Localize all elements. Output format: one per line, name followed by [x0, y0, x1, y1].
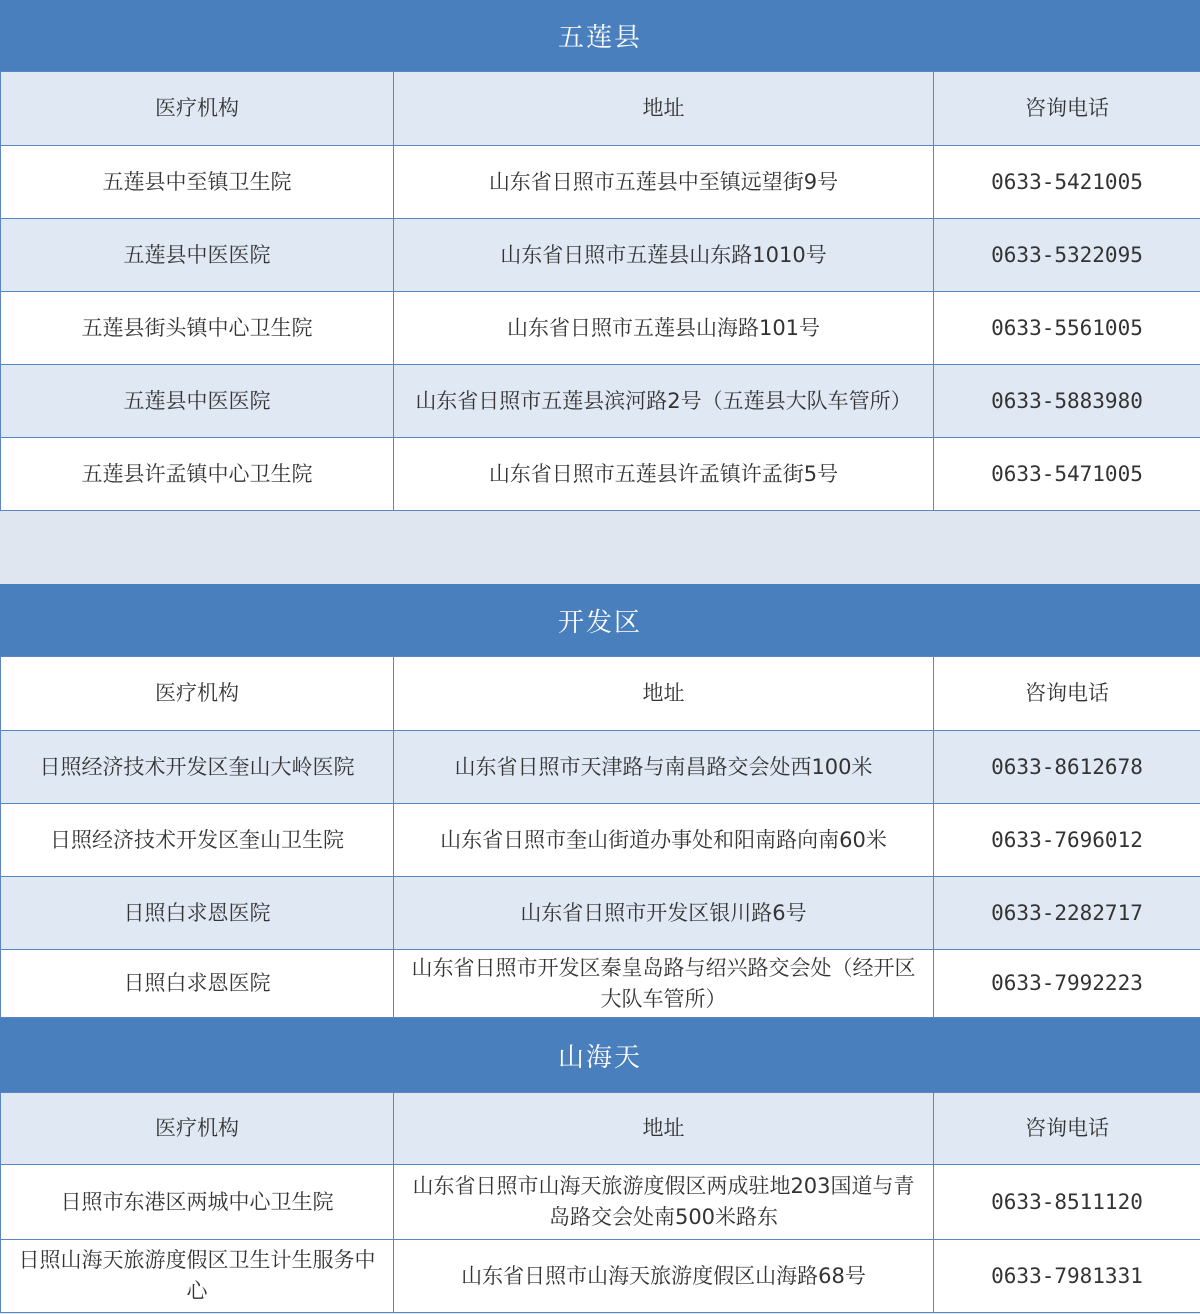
- table-row: [1, 1240, 1200, 1313]
- table-row: [1, 146, 1200, 219]
- institution-address: 山东省日照市五莲县滨河路2号（五莲县大队车管所）: [394, 365, 934, 438]
- institution-name: 五莲县街头镇中心卫生院: [1, 292, 394, 365]
- institution-phone: 0633-5421005: [934, 146, 1200, 219]
- institution-phone: 0633-5561005: [934, 292, 1200, 365]
- column-header-phone: 咨询电话: [934, 657, 1200, 731]
- institution-name: 五莲县许孟镇中心卫生院: [1, 438, 394, 511]
- section-wulian: [0, 0, 1200, 511]
- section-development-zone: [0, 584, 1200, 1018]
- table-row: [1, 804, 1200, 877]
- institution-name: 日照经济技术开发区奎山大岭医院: [1, 731, 394, 804]
- institution-name: 五莲县中医医院: [1, 365, 394, 438]
- table-header-row: [1, 1093, 1200, 1165]
- institution-name: 日照山海天旅游度假区卫生计生服务中心: [1, 1240, 394, 1313]
- institution-phone: 0633-7981331: [934, 1240, 1200, 1313]
- column-header-phone: 咨询电话: [934, 1093, 1200, 1165]
- table-header-row: [1, 657, 1200, 731]
- column-header-address: 地址: [394, 657, 934, 731]
- column-header-institution: 医疗机构: [1, 657, 394, 731]
- institution-address: 山东省日照市开发区秦皇岛路与绍兴路交会处（经开区大队车管所）: [394, 950, 934, 1018]
- institution-phone: 0633-8511120: [934, 1165, 1200, 1240]
- institution-name: 五莲县中医医院: [1, 219, 394, 292]
- table-row: [1, 438, 1200, 511]
- section-title: 开发区: [0, 584, 1200, 656]
- hospital-table: [0, 656, 1200, 1018]
- table-row: [1, 731, 1200, 804]
- institution-name: 日照经济技术开发区奎山卫生院: [1, 804, 394, 877]
- institution-address: 山东省日照市奎山街道办事处和阳南路向南60米: [394, 804, 934, 877]
- column-header-institution: 医疗机构: [1, 1093, 394, 1165]
- column-header-address: 地址: [394, 72, 934, 146]
- institution-address: 山东省日照市山海天旅游度假区山海路68号: [394, 1240, 934, 1313]
- section-title: 五莲县: [0, 0, 1200, 71]
- section-shanhaitian: [0, 1018, 1200, 1313]
- institution-address: 山东省日照市开发区银川路6号: [394, 877, 934, 950]
- table-header-row: [1, 72, 1200, 146]
- table-row: [1, 950, 1200, 1018]
- institution-address: 山东省日照市五莲县山东路1010号: [394, 219, 934, 292]
- institution-phone: 0633-7992223: [934, 950, 1200, 1018]
- institution-phone: 0633-5322095: [934, 219, 1200, 292]
- institution-address: 山东省日照市五莲县许孟镇许孟街5号: [394, 438, 934, 511]
- institution-address: 山东省日照市山海天旅游度假区两成驻地203国道与青岛路交会处南500米路东: [394, 1165, 934, 1240]
- institution-name: 日照白求恩医院: [1, 877, 394, 950]
- institution-phone: 0633-2282717: [934, 877, 1200, 950]
- hospital-table: [0, 1092, 1200, 1313]
- table-row: [1, 292, 1200, 365]
- institution-name: 日照市东港区两城中心卫生院: [1, 1165, 394, 1240]
- institution-address: 山东省日照市五莲县中至镇远望街9号: [394, 146, 934, 219]
- institution-name: 五莲县中至镇卫生院: [1, 146, 394, 219]
- institution-address: 山东省日照市五莲县山海路101号: [394, 292, 934, 365]
- table-row: [1, 1165, 1200, 1240]
- column-header-address: 地址: [394, 1093, 934, 1165]
- institution-name: 日照白求恩医院: [1, 950, 394, 1018]
- table-row: [1, 219, 1200, 292]
- table-row: [1, 877, 1200, 950]
- section-title: 山海天: [0, 1018, 1200, 1092]
- institution-phone: 0633-7696012: [934, 804, 1200, 877]
- column-header-institution: 医疗机构: [1, 72, 394, 146]
- table-row: [1, 365, 1200, 438]
- institution-phone: 0633-5471005: [934, 438, 1200, 511]
- hospital-table: [0, 71, 1200, 511]
- institution-address: 山东省日照市天津路与南昌路交会处西100米: [394, 731, 934, 804]
- column-header-phone: 咨询电话: [934, 72, 1200, 146]
- institution-phone: 0633-5883980: [934, 365, 1200, 438]
- institution-phone: 0633-8612678: [934, 731, 1200, 804]
